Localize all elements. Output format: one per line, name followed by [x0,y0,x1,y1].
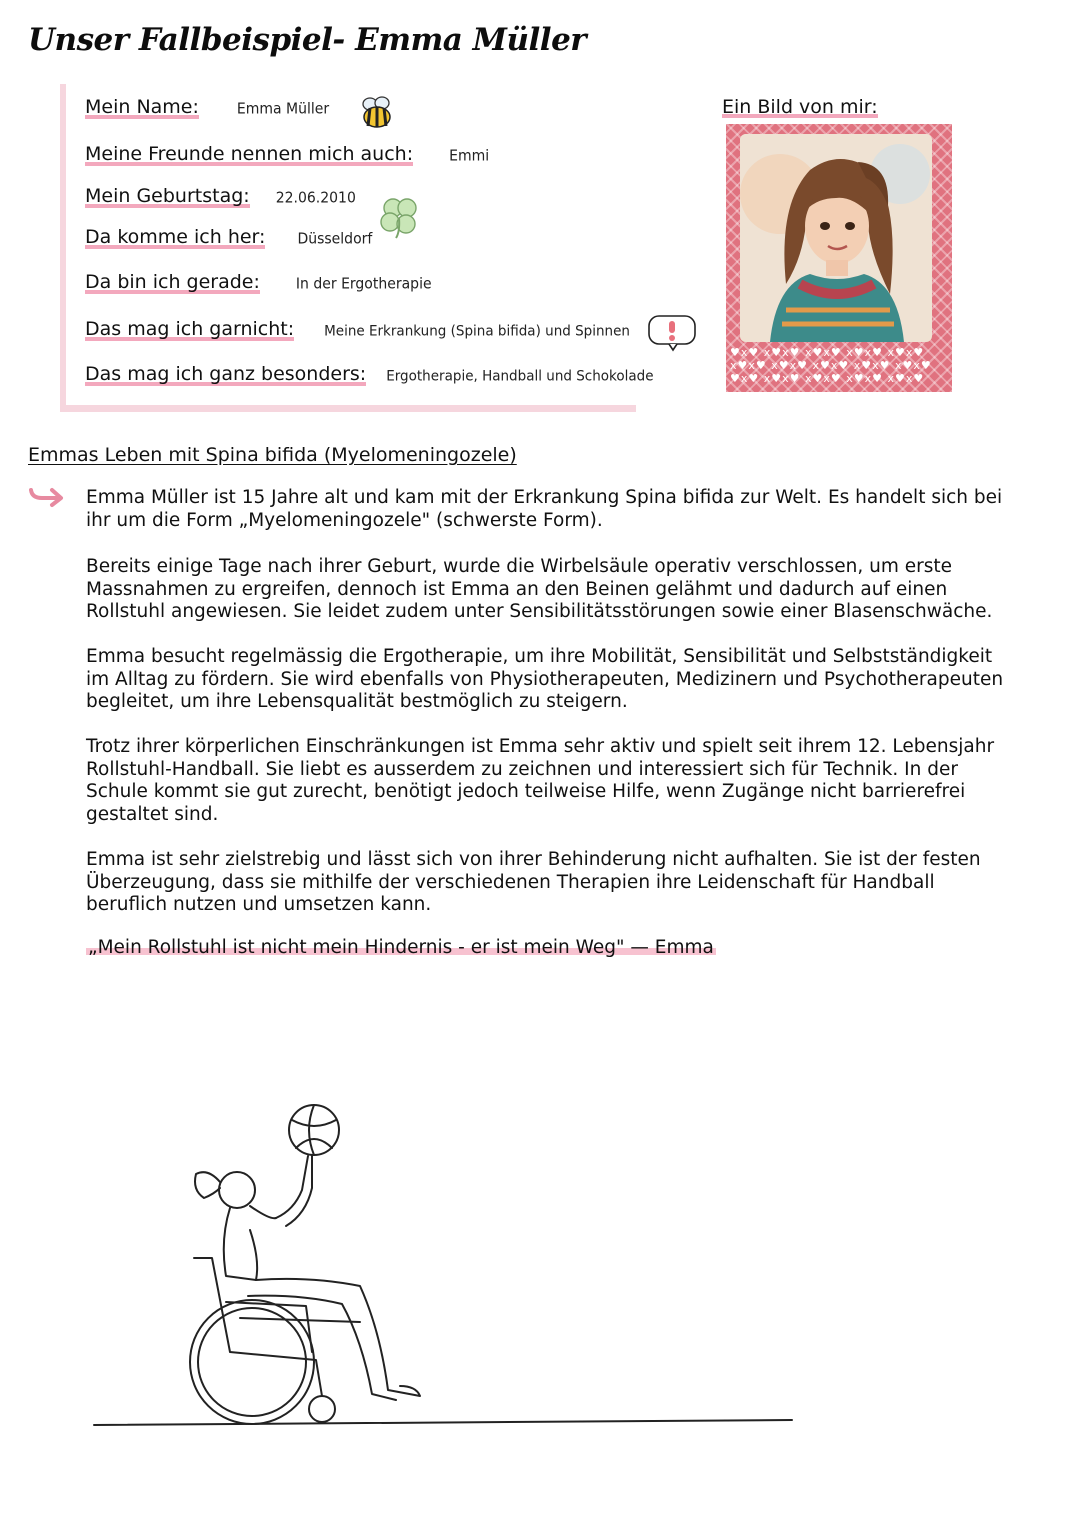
profile-row-current [85,271,432,294]
profile-row-nickname [85,143,489,166]
profile-label: Meine Freunde nennen mich auch: [85,143,414,165]
profile-value: Meine Erkrankung (Spina bifida) und Spinnen [324,322,630,340]
exclamation-bubble-icon [647,314,699,352]
profile-row-name [85,96,329,119]
paragraph [86,487,1011,532]
girl-portrait-image [740,134,932,342]
clover-icon [376,194,424,242]
profile-label: Da bin ich gerade: [85,271,260,293]
profile-row-dislikes [85,318,630,341]
profile-value: Ergotherapie, Handball und Schokolade [386,367,654,385]
profile-label: Das mag ich garnicht: [85,318,295,340]
paragraph [86,736,1011,826]
profile-row-birthday [85,185,356,208]
profile-value: Emma Müller [236,100,330,118]
paragraph-text: Emma ist sehr zielstrebig und lässt sich von ihrer Behinderung nicht aufhalten. Sie ist der festen Überzeugung, dass sie mithilfe der verschiedenen Therapien ihre Leidenschaft für Handball beruflich nutzen und umsetzen kann. [86,849,981,915]
profile-value: Düsseldorf [297,230,373,248]
profile-value: Emmi [449,147,490,165]
paragraph [86,556,1011,624]
paragraph-text: Emma besucht regelmässig die Ergotherapie, um ihre Mobilität, Sensibilität und Selbstständigkeit im Alltag zu fördern. Sie wird ebenfalls von Physiotherapeuten, Medizinern und Psychotherapeuten begleitet, um ihre Lebensqualität bestmöglich zu steigern. [86,646,1004,712]
profile-value: In der Ergotherapie [295,275,432,293]
page-title: Unser Fallbeispiel- Emma Müller [28,22,587,58]
section-heading: Emmas Leben mit Spina bifida (Myelomeningozele) [28,444,517,466]
profile-row-hometown [85,226,372,249]
paragraph [86,849,1011,917]
profile-value: 22.06.2010 [275,189,356,207]
quote: „Mein Rollstuhl ist nicht mein Hindernis - er ist mein Weg" — Emma [88,937,714,958]
paragraph-text: Trotz ihrer körperlichen Einschränkungen ist Emma sehr aktiv und spielt seit ihrem 12. Lebensjahr Rollstuhl-Handball. Sie liebt es ausserdem zu zeichnen und interessiert sich für Technik. In der Schule kommt sie gut zurecht, benötigt jedoch teilweise Hilfe, wenn Zugänge nicht barrierefrei gestaltet sind. [86,736,995,825]
picture-label: Ein Bild von mir: [722,96,878,118]
profile-label: Mein Geburtstag: [85,185,250,207]
girl-portrait-icon [740,134,932,342]
profile-label: Da komme ich her: [85,226,266,248]
picture-frame [726,124,952,392]
profile-label: Mein Name: [85,96,199,118]
bee-icon [358,94,396,132]
wheelchair-basketball-line-drawing [80,1090,810,1450]
arrow-right-icon [28,484,68,508]
profile-row-likes [85,363,654,386]
paragraph [86,646,1011,714]
heart-pattern: ♥x♥ x♥x♥ x♥x♥ x♥x♥ x♥x♥ x♥x♥ x♥x♥ x♥x♥ x♥x♥ x♥x♥ ♥x♥ x♥x♥ x♥x♥ x♥x♥ x♥x♥ [730,346,932,385]
profile-label: Das mag ich ganz besonders: [85,363,367,385]
paragraph-text: Bereits einige Tage nach ihrer Geburt, wurde die Wirbelsäule operativ verschlossen, um erste Massnahmen zu ergreifen, dennoch ist Emma an den Beinen gelähmt und dadurch auf einen Rollstuhl angewiesen. Sie leidet zudem unter Sensibilitätsstörungen sowie einer Blasenschwäche. [86,556,993,622]
paragraph-text: Emma Müller ist 15 Jahre alt und kam mit der Erkrankung Spina bifida zur Welt. Es handelt sich bei ihr um die Form „Myelomeningozele" (schwerste Form). [86,487,1003,531]
